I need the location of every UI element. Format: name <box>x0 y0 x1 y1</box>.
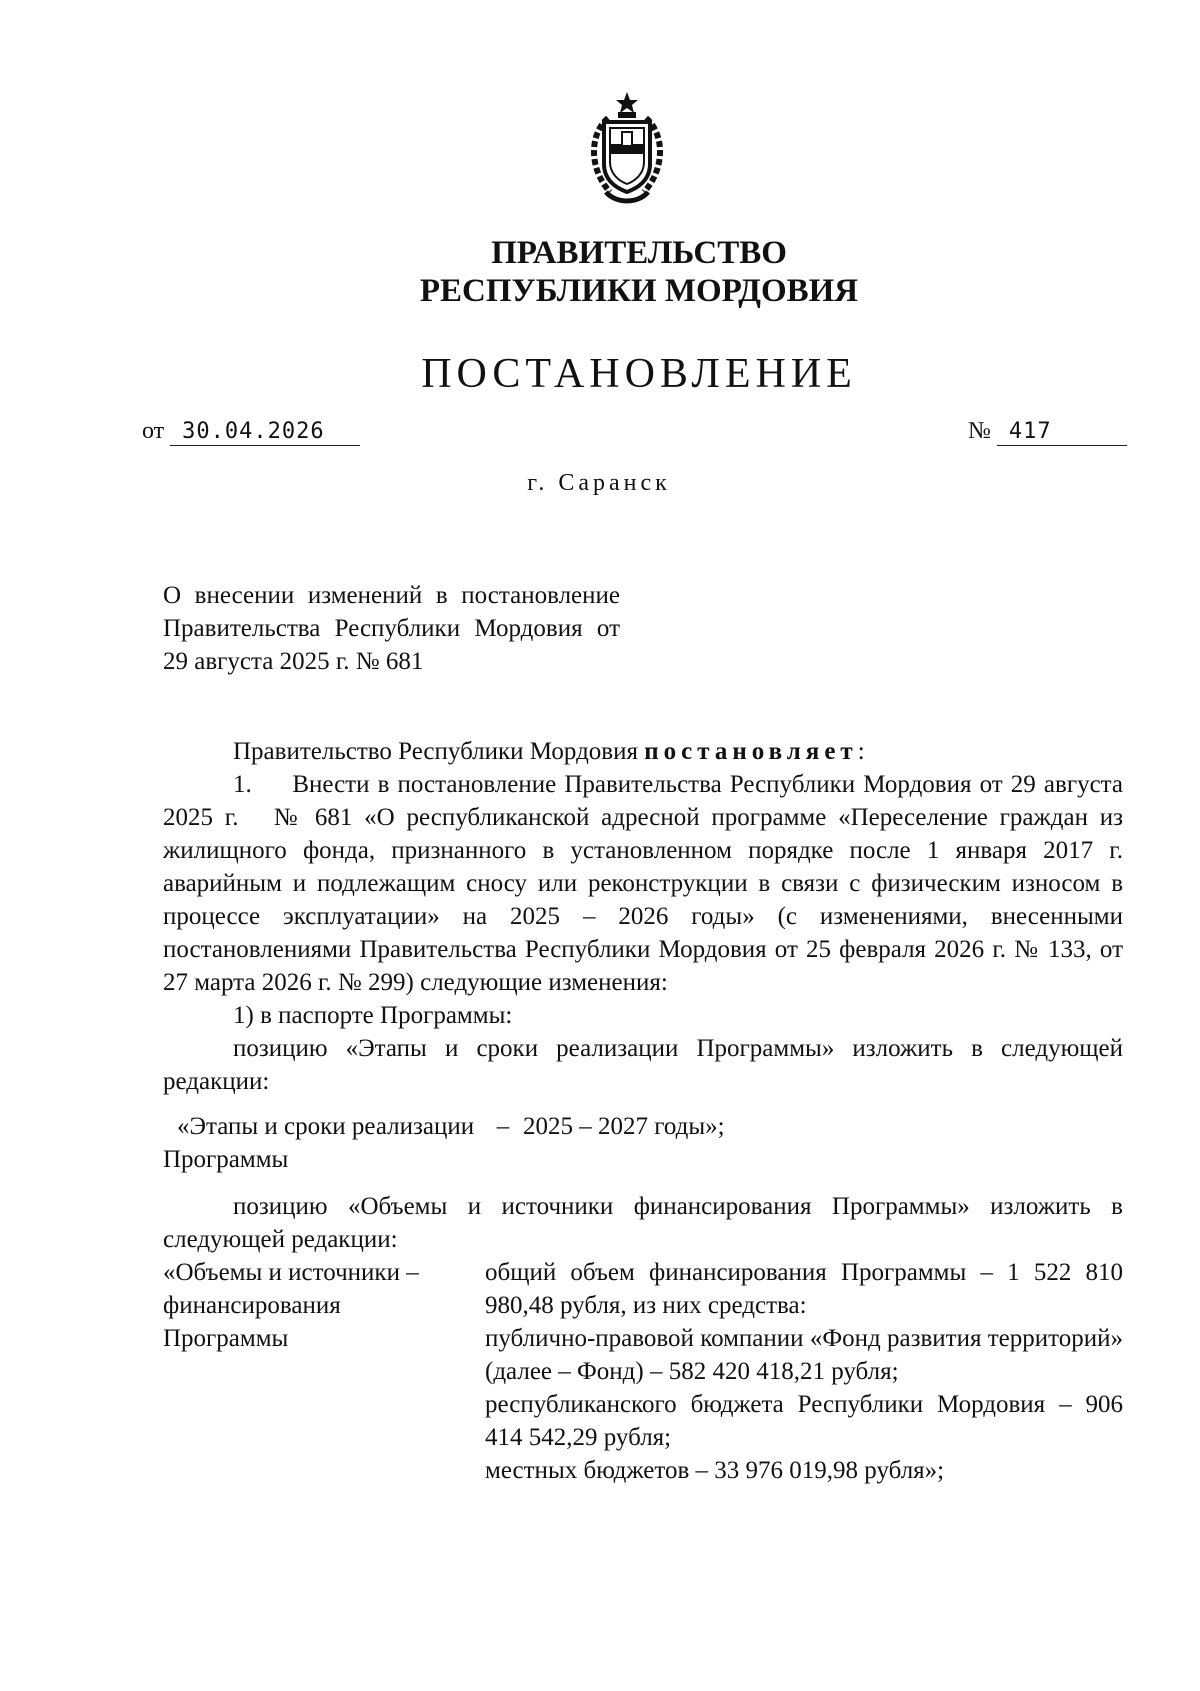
position-1-table <box>163 1110 1123 1176</box>
position-1-label: «Этапы и сроки реализации <box>177 1113 475 1140</box>
financing-fund: публично-правовой компании «Фонд развития территорий» (далее – Фонд) – 582 420 418,21 рубля; <box>485 1325 1123 1385</box>
issuing-city: г. Саранск <box>527 470 671 496</box>
position-2-table <box>163 1256 1123 1487</box>
position-2-label-line2: финансирования <box>163 1292 341 1319</box>
subitem-1-paragraph: 1) в паспорте Программы: <box>233 1002 513 1029</box>
position-2-value <box>485 1256 1123 1487</box>
number-prefix: № <box>968 418 991 444</box>
document-body <box>163 735 1123 1487</box>
document-date: 30.04.2026 <box>170 419 360 446</box>
organization-name-line1: ПРАВИТЕЛЬСТВО <box>491 235 787 271</box>
intro-lead: Правительство Республики Мордовия <box>233 738 638 765</box>
organization-name-line2: РЕСПУБЛИКИ МОРДОВИЯ <box>419 273 859 309</box>
position-1-dash: – <box>496 1113 510 1140</box>
coat-of-arms-emblem <box>580 88 674 208</box>
position-2-intro: позицию «Объемы и источники финансирования Программы» изложить в следующей редакции: <box>163 1193 1123 1253</box>
document-number-row <box>968 418 1127 446</box>
document-number: 417 <box>997 419 1127 446</box>
intro-verb: постановляет <box>644 738 858 765</box>
position-1-label-cont: Программы <box>163 1146 289 1173</box>
financing-local-budgets: местных бюджетов – 33 976 019,98 рубля»; <box>485 1457 945 1484</box>
financing-total: общий объем финансирования Программы – 1 522 810 980,48 рубля, из них средства: <box>485 1259 1123 1319</box>
position-1-intro: позицию «Этапы и сроки реализации Программы» изложить в следующей редакции: <box>163 1035 1123 1095</box>
financing-republic-budget: республиканского бюджета Республики Мордовия – 906 414 542,29 рубля; <box>485 1391 1123 1451</box>
position-2-label-line1: «Объемы и источники – <box>163 1259 419 1286</box>
date-prefix: от <box>142 418 165 444</box>
intro-paragraph <box>163 735 1123 768</box>
document-type-title: ПОСТАНОВЛЕНИЕ <box>421 351 857 397</box>
document-date-row <box>142 418 360 446</box>
position-2-label <box>163 1256 485 1487</box>
position-2-label-line3: Программы <box>163 1325 289 1352</box>
document-subject: О внесении изменений в постановление Правительства Республики Мордовия от 29 августа 2025 г. № 681 <box>163 582 620 675</box>
intro-colon: : <box>857 738 865 765</box>
item-1-paragraph: 1. Внести в постановление Правительства Республики Мордовия от 29 августа 2025 г. № 681 «О республиканской адресной программе «Переселение граждан из жилищного фонда, признанного в установленном порядке после 1 января 2017 г. аварийным и подлежащим сносу или реконструкции в связи с физическим износом в процессе эксплуатации» на 2025 – 2026 годы» (с изменениями, внесенными постановлениями Правительства Республики Мордовия от 25 февраля 2026 г. № 133, от 27 марта 2026 г. № 299) следующие изменения: <box>163 771 1123 996</box>
position-1-value: 2025 – 2027 годы»; <box>523 1113 725 1140</box>
